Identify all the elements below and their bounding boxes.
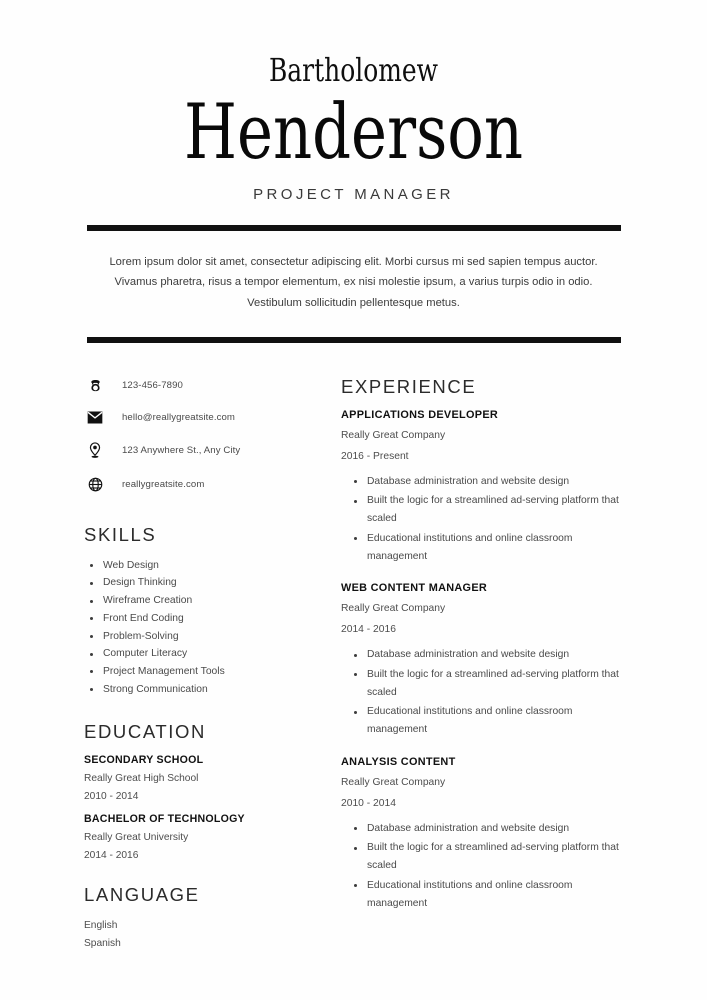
resume-body	[0, 376, 707, 953]
list-item: Web Design	[84, 557, 312, 575]
contact-value-email: hello@reallygreatsite.com	[122, 411, 236, 423]
list-item: Built the logic for a streamlined ad-serving platform that scaled	[349, 492, 635, 527]
education-dates: 2010 - 2014	[84, 791, 139, 803]
language-item: Spanish	[84, 938, 121, 950]
experience-dates: 2016 - Present	[341, 450, 409, 462]
contact-item-phone[interactable]	[84, 378, 312, 393]
list-item: Built the logic for a streamlined ad-serving platform that scaled	[349, 839, 635, 874]
left-column	[84, 376, 312, 953]
list-item: Educational institutions and online classroom management	[349, 877, 635, 912]
job-title: PROJECT MANAGER	[253, 185, 454, 203]
education-entry	[84, 813, 312, 861]
right-column	[312, 376, 635, 930]
divider-bottom	[87, 337, 621, 343]
skills-section	[84, 524, 312, 699]
education-degree: SECONDARY SCHOOL	[84, 754, 204, 767]
list-item: Database administration and website design	[349, 473, 635, 491]
list-item: Computer Literacy	[84, 645, 312, 663]
phone-icon	[84, 378, 106, 393]
list-item: Design Thinking	[84, 574, 312, 592]
list-item: Problem-Solving	[84, 628, 312, 646]
language-item: English	[84, 920, 118, 932]
contact-value-phone: 123-456-7890	[122, 379, 183, 391]
list-item: Project Management Tools	[84, 663, 312, 681]
last-name: Henderson	[183, 86, 524, 176]
list-item: Database administration and website design	[349, 646, 635, 664]
education-institution: Really Great University	[84, 832, 189, 844]
contact-item-website[interactable]	[84, 477, 312, 492]
experience-dates: 2014 - 2016	[341, 624, 396, 636]
location-icon	[84, 442, 106, 459]
language-heading: LANGUAGE	[84, 884, 200, 906]
divider-top	[87, 225, 621, 231]
contact-section	[84, 378, 312, 492]
education-institution: Really Great High School	[84, 773, 199, 785]
email-icon	[84, 411, 106, 424]
website-icon	[84, 477, 106, 492]
experience-job-title: WEB CONTENT MANAGER	[341, 582, 488, 595]
experience-job-title: ANALYSIS CONTENT	[341, 755, 456, 768]
experience-bullets	[349, 646, 635, 739]
experience-company: Really Great Company	[341, 603, 446, 615]
contact-value-website: reallygreatsite.com	[122, 478, 205, 490]
experience-company: Really Great Company	[341, 776, 446, 788]
skills-heading: SKILLS	[84, 523, 157, 545]
first-name: Bartholomew	[268, 51, 439, 89]
experience-bullets	[349, 473, 635, 566]
list-item: Database administration and website design	[349, 820, 635, 838]
education-heading: EDUCATION	[84, 721, 206, 743]
experience-entry	[341, 582, 635, 739]
contact-item-location[interactable]	[84, 442, 312, 459]
skills-list	[84, 557, 312, 699]
experience-bullets	[349, 820, 635, 913]
list-item: Educational institutions and online classroom management	[349, 703, 635, 738]
contact-item-email[interactable]	[84, 411, 312, 424]
list-item: Strong Communication	[84, 681, 312, 699]
resume-header	[0, 0, 707, 203]
language-section	[84, 884, 312, 953]
list-item: Front End Coding	[84, 610, 312, 628]
education-dates: 2014 - 2016	[84, 850, 139, 862]
education-section	[84, 721, 312, 861]
experience-dates: 2010 - 2014	[341, 797, 396, 809]
experience-entry	[341, 409, 635, 566]
education-entry	[84, 754, 312, 802]
list-item: Wireframe Creation	[84, 592, 312, 610]
list-item: Built the logic for a streamlined ad-serving platform that scaled	[349, 666, 635, 701]
experience-heading: EXPERIENCE	[341, 375, 477, 397]
summary-text: Lorem ipsum dolor sit amet, consectetur adipiscing elit. Morbi cursus mi sed sapien tempus auctor. Vivamus pharetra, risus a tempor elementum, ex nisi molestie ipsum, a varius turpis odio in odio. Vestibulum sollicitudin pellentesque metus.	[109, 255, 598, 310]
list-item: Educational institutions and online classroom management	[349, 530, 635, 565]
education-degree: BACHELOR OF TECHNOLOGY	[84, 813, 245, 826]
experience-job-title: APPLICATIONS DEVELOPER	[341, 408, 499, 421]
contact-value-location: 123 Anywhere St., Any City	[122, 444, 241, 456]
experience-company: Really Great Company	[341, 429, 446, 441]
experience-entry	[341, 756, 635, 913]
